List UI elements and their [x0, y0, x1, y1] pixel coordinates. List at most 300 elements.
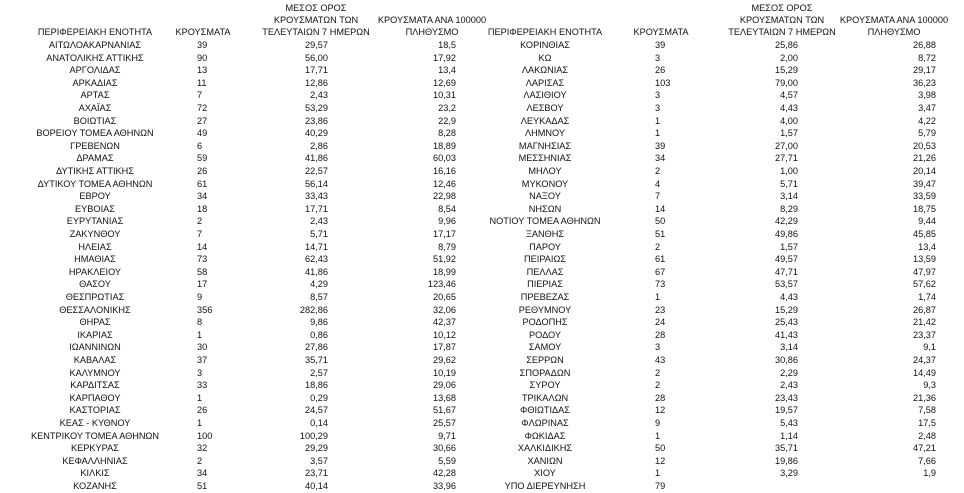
left-cases-value: 6 [197, 140, 203, 151]
right-per100k-value: 23,37 [913, 329, 936, 340]
left-cases-value: 32 [197, 443, 208, 454]
right-per100k-value: 9,3 [923, 380, 936, 391]
right-region-name: ΠΑΡΟΥ [529, 241, 561, 252]
left-per100k-value: 8,28 [438, 128, 456, 139]
left-cases-value: 356 [197, 304, 213, 315]
table-row [0, 467, 964, 480]
right-avg7d-value: 1,57 [780, 128, 798, 139]
left-cases-value: 26 [197, 405, 208, 416]
table-row [0, 430, 964, 443]
left-avg7d-value: 35,71 [305, 355, 328, 365]
table-header [0, 0, 964, 38]
right-region-name: ΛΗΜΝΟΥ [524, 128, 566, 139]
right-avg7d-value: 2,00 [780, 52, 798, 63]
right-region-name: ΚΩ [538, 52, 552, 63]
left-avg7d-value: 29,57 [305, 40, 328, 50]
left-region-name: ΚΙΛΚΙΣ [80, 468, 110, 479]
left-region-name: ΖΑΚΥΝΘΟΥ [69, 229, 121, 239]
left-region-name: ΑΡΓΟΛΙΔΑΣ [69, 65, 121, 76]
left-per100k-value: 22,9 [438, 115, 456, 126]
right-per100k-value: 39,47 [913, 178, 936, 189]
table-row [0, 140, 964, 153]
left-avg7d-value: 282,86 [299, 304, 328, 315]
left-avg7d-value: 2,43 [310, 90, 328, 101]
left-avg7d-value: 22,57 [305, 166, 328, 176]
right-avg7d-value: 3,29 [780, 468, 798, 479]
left-cases-value: 17 [197, 279, 208, 290]
right-avg7d-value: 15,29 [775, 65, 798, 76]
right-avg7d-value: 47,71 [775, 266, 798, 277]
right-region-name: ΛΕΥΚΑΔΑΣ [520, 115, 570, 126]
table-row [0, 392, 964, 405]
right-avg7d-value: 4,43 [780, 103, 798, 113]
right-region-name: ΞΑΝΘΗΣ [525, 229, 565, 239]
left-per100k-value: 42,37 [433, 317, 456, 328]
right-per100k-value: 29,17 [913, 65, 936, 76]
left-per100k-value: 13,4 [438, 65, 456, 76]
left-region-name: ΘΕΣΠΡΩΤΙΑΣ [65, 292, 125, 302]
right-region-name: ΝΑΞΟΥ [529, 191, 561, 202]
table-row [0, 39, 964, 52]
left-per100k-value: 32,06 [433, 304, 456, 315]
left-region-name: ΚΕΦΑΛΛΗΝΙΑΣ [62, 455, 128, 466]
right-region-name: ΦΩΚΙΔΑΣ [524, 430, 566, 441]
left-region-name: ΑΡΚΑΔΙΑΣ [72, 77, 118, 88]
right-region-name: ΛΑΚΩΝΙΑΣ [521, 65, 569, 76]
right-avg7d-value: 49,86 [775, 229, 798, 239]
left-avg7d-value: 18,86 [305, 380, 328, 391]
left-cases-value: 100 [197, 430, 213, 441]
right-avg7d-value: 25,43 [775, 317, 798, 328]
right-per100k-value: 47,21 [913, 443, 936, 454]
left-per100k-value: 51,67 [433, 405, 456, 416]
right-region-name: ΣΠΟΡΑΔΩΝ [519, 367, 571, 378]
left-region-name: ΕΒΡΟΥ [79, 191, 111, 202]
table-row [0, 266, 964, 279]
right-avg7d-value: 53,57 [775, 279, 798, 290]
left-per100k-value: 17,17 [433, 229, 456, 239]
left-per100k-value: 12,69 [433, 77, 456, 88]
left-per100k-value: 22,98 [433, 191, 456, 202]
left-avg7d-value: 12,86 [305, 77, 328, 88]
table-row [0, 165, 964, 178]
table-row [0, 379, 964, 392]
right-region-name: ΥΠΟ ΔΙΕΡΕΥΝΗΣΗ [504, 481, 586, 491]
table-row [0, 404, 964, 417]
right-cases-value: 9 [655, 418, 661, 428]
table-row [0, 455, 964, 468]
right-per100k-value: 33,59 [913, 191, 936, 202]
left-region-name: ΙΚΑΡΙΑΣ [77, 329, 113, 340]
right-region-name: ΠΕΛΛΑΣ [526, 266, 564, 277]
header-avg-left-2: ΚΡΟΥΣΜΑΤΩΝ ΤΩΝ [273, 15, 359, 25]
table-row [0, 241, 964, 254]
right-cases-value: 3 [655, 342, 661, 353]
left-per100k-value: 30,66 [433, 443, 456, 454]
right-avg7d-value: 2,43 [780, 380, 798, 391]
left-avg7d-value: 3,57 [310, 455, 328, 466]
left-cases-value: 2 [197, 216, 203, 227]
right-per100k-value: 5,79 [918, 128, 936, 139]
right-region-name: ΣΑΜΟΥ [528, 342, 562, 353]
table-row [0, 102, 964, 115]
right-avg7d-value: 8,29 [780, 203, 798, 214]
right-avg7d-value: 79,00 [775, 77, 798, 88]
left-cases-value: 7 [197, 229, 203, 239]
right-cases-value: 1 [655, 468, 661, 479]
right-avg7d-value: 2,29 [780, 367, 798, 378]
right-avg7d-value: 4,43 [780, 292, 798, 302]
left-per100k-value: 9,96 [438, 216, 456, 227]
right-region-name: ΣΕΡΡΩΝ [526, 355, 564, 365]
right-avg7d-value: 27,71 [775, 153, 798, 164]
right-per100k-value: 24,37 [913, 355, 936, 365]
left-region-name: ΑΝΑΤΟΛΙΚΗΣ ΑΤΤΙΚΗΣ [46, 52, 144, 63]
right-avg7d-value: 5,43 [780, 418, 798, 428]
table-row [0, 178, 964, 191]
table-row [0, 115, 964, 128]
right-avg7d-value: 1,00 [780, 166, 798, 176]
left-per100k-value: 16,16 [433, 166, 456, 176]
left-cases-value: 49 [197, 128, 208, 139]
left-region-name: ΒΟΡΕΙΟΥ ΤΟΜΕΑ ΑΘΗΝΩΝ [36, 128, 154, 139]
left-avg7d-value: 0,14 [310, 418, 328, 428]
right-avg7d-value: 1,57 [780, 241, 798, 252]
left-avg7d-value: 8,57 [310, 292, 328, 302]
right-per100k-value: 20,14 [913, 166, 936, 176]
left-cases-value: 90 [197, 52, 208, 63]
left-cases-value: 9 [197, 292, 203, 302]
right-cases-value: 28 [655, 329, 666, 340]
left-region-name: ΕΥΡΥΤΑΝΙΑΣ [66, 216, 124, 227]
right-per100k-value: 45,85 [913, 229, 936, 239]
left-cases-value: 1 [197, 392, 203, 403]
right-region-name: ΝΟΤΙΟΥ ΤΟΜΕΑ ΑΘΗΝΩΝ [489, 216, 601, 227]
right-avg7d-value: 19,57 [775, 405, 798, 416]
left-avg7d-value: 29,29 [305, 443, 328, 454]
left-per100k-value: 17,87 [433, 342, 456, 353]
table-row [0, 329, 964, 342]
left-avg7d-value: 41,86 [305, 266, 328, 277]
table-row [0, 480, 964, 493]
right-avg7d-value: 42,29 [775, 216, 798, 227]
right-region-name: ΡΟΔΟΠΗΣ [522, 317, 568, 328]
left-cases-value: 11 [197, 77, 207, 88]
header-region-right: ΠΕΡΙΦΕΡΕΙΑΚΗ ΕΝΟΤΗΤΑ [487, 27, 603, 37]
left-per100k-value: 18,99 [433, 266, 456, 277]
right-region-name: ΣΥΡΟΥ [529, 380, 561, 391]
header-avg-right-2: ΚΡΟΥΣΜΑΤΩΝ ΤΩΝ [739, 15, 825, 25]
table-row [0, 127, 964, 140]
right-region-name: ΜΥΚΟΝΟΥ [521, 178, 569, 189]
left-cases-value: 58 [197, 266, 208, 277]
left-cases-value: 72 [197, 103, 208, 113]
right-per100k-value: 20,53 [913, 140, 936, 151]
left-avg7d-value: 14,71 [305, 241, 328, 252]
left-per100k-value: 12,46 [433, 178, 456, 189]
left-cases-value: 13 [197, 65, 208, 76]
table-row [0, 77, 964, 90]
right-cases-value: 3 [655, 52, 661, 63]
right-per100k-value: 21,36 [913, 392, 936, 403]
right-avg7d-value: 5,71 [780, 178, 798, 189]
right-region-name: ΡΟΔΟΥ [528, 329, 561, 340]
table-row [0, 253, 964, 266]
right-per100k-value: 1,9 [923, 468, 936, 479]
table-body [0, 39, 964, 493]
right-avg7d-value: 41,43 [775, 329, 798, 340]
right-cases-value: 1 [655, 128, 661, 139]
header-region-left: ΠΕΡΙΦΕΡΕΙΑΚΗ ΕΝΟΤΗΤΑ [37, 27, 153, 37]
right-per100k-value: 36,23 [913, 77, 936, 88]
left-avg7d-value: 2,57 [310, 367, 328, 378]
header-per100k-left-2: ΠΛΗΘΥΣΜΟ [405, 27, 459, 37]
right-cases-value: 1 [655, 115, 661, 126]
right-avg7d-value: 15,29 [775, 304, 798, 315]
left-per100k-value: 29,62 [433, 355, 456, 365]
left-per100k-value: 51,92 [433, 254, 456, 265]
left-region-name: ΗΡΑΚΛΕΙΟΥ [68, 266, 122, 277]
left-avg7d-value: 5,71 [310, 229, 328, 239]
table-row [0, 52, 964, 65]
table-row [0, 354, 964, 367]
left-region-name: ΘΗΡΑΣ [79, 317, 111, 328]
left-avg7d-value: 62,43 [305, 254, 328, 265]
left-region-name: ΔΥΤΙΚΟΥ ΤΟΜΕΑ ΑΘΗΝΩΝ [37, 178, 153, 189]
table-row [0, 203, 964, 216]
right-cases-value: 39 [655, 140, 666, 151]
left-region-name: ΚΑΣΤΟΡΙΑΣ [69, 405, 121, 416]
header-cases-right: ΚΡΟΥΣΜΑΤΑ [633, 27, 689, 37]
right-cases-value: 50 [655, 443, 666, 454]
right-per100k-value: 7,66 [918, 455, 936, 466]
table-row [0, 278, 964, 291]
right-cases-value: 2 [655, 166, 661, 176]
left-per100k-value: 20,65 [433, 292, 456, 302]
right-avg7d-value: 3,14 [780, 191, 798, 202]
right-per100k-value: 14,49 [913, 367, 936, 378]
right-region-name: ΜΕΣΣΗΝΙΑΣ [518, 153, 572, 164]
left-cases-value: 51 [197, 481, 208, 491]
right-cases-value: 103 [655, 77, 671, 88]
left-region-name: ΘΕΣΣΑΛΟΝΙΚΗΣ [59, 304, 131, 315]
table-row [0, 215, 964, 228]
right-region-name: ΜΗΛΟΥ [528, 166, 562, 176]
left-cases-value: 34 [197, 191, 208, 202]
left-avg7d-value: 56,14 [305, 178, 328, 189]
left-region-name: ΒΟΙΩΤΙΑΣ [73, 115, 117, 126]
right-per100k-value: 21,26 [913, 153, 936, 164]
right-avg7d-value: 23,43 [775, 392, 798, 403]
left-cases-value: 27 [197, 115, 208, 126]
right-per100k-value: 4,22 [918, 115, 936, 126]
table-row [0, 89, 964, 102]
left-cases-value: 73 [197, 254, 208, 265]
right-region-name: ΧΑΛΚΙΔΙΚΗΣ [517, 443, 573, 454]
left-cases-value: 7 [197, 90, 203, 101]
right-cases-value: 2 [655, 367, 661, 378]
left-avg7d-value: 9,86 [310, 317, 328, 328]
left-per100k-value: 25,57 [433, 418, 456, 428]
right-cases-value: 50 [655, 216, 666, 227]
left-avg7d-value: 17,71 [305, 65, 328, 76]
left-region-name: ΚΑΛΥΜΝΟΥ [69, 367, 121, 378]
left-avg7d-value: 41,86 [305, 153, 328, 164]
left-cases-value: 1 [197, 329, 203, 340]
right-cases-value: 23 [655, 304, 666, 315]
left-avg7d-value: 4,29 [310, 279, 328, 290]
right-per100k-value: 21,42 [913, 317, 936, 328]
left-avg7d-value: 40,29 [305, 128, 328, 139]
right-avg7d-value: 4,00 [780, 115, 798, 126]
right-region-name: ΠΙΕΡΙΑΣ [527, 279, 563, 290]
left-avg7d-value: 27,86 [305, 342, 328, 353]
right-cases-value: 34 [655, 153, 666, 164]
right-avg7d-value: 25,86 [775, 40, 798, 50]
right-region-name: ΦΛΩΡΙΝΑΣ [521, 418, 569, 428]
left-region-name: ΕΥΒΟΙΑΣ [75, 203, 115, 214]
right-region-name: ΚΟΡΙΝΘΙΑΣ [520, 40, 570, 50]
right-region-name: ΜΑΓΝΗΣΙΑΣ [518, 140, 572, 151]
right-region-name: ΤΡΙΚΑΛΩΝ [521, 392, 569, 403]
left-avg7d-value: 100,29 [299, 430, 328, 441]
left-avg7d-value: 53,29 [305, 103, 328, 113]
left-cases-value: 39 [197, 40, 208, 50]
right-per100k-value: 1,74 [918, 292, 936, 302]
left-per100k-value: 10,19 [433, 367, 456, 378]
right-avg7d-value: 49,57 [775, 254, 798, 265]
left-region-name: ΓΡΕΒΕΝΩΝ [70, 140, 120, 151]
left-avg7d-value: 24,57 [305, 405, 328, 416]
right-per100k-value: 47,97 [913, 266, 936, 277]
left-avg7d-value: 23,71 [305, 468, 328, 479]
left-per100k-value: 18,5 [438, 40, 456, 50]
header-avg-left-1: ΜΕΣΟΣ ΟΡΟΣ [285, 3, 347, 13]
right-region-name: ΧΙΟΥ [534, 468, 556, 479]
right-region-name: ΠΕΙΡΑΙΩΣ [524, 254, 566, 265]
header-per100k-right-2: ΠΛΗΘΥΣΜΟ [867, 27, 921, 37]
right-avg7d-value: 4,57 [780, 90, 798, 101]
table-row [0, 341, 964, 354]
right-cases-value: 7 [655, 191, 661, 202]
left-region-name: ΗΛΕΙΑΣ [78, 241, 112, 252]
right-cases-value: 12 [655, 455, 666, 466]
right-region-name: ΛΑΣΙΘΙΟΥ [523, 90, 567, 101]
left-region-name: ΔΡΑΜΑΣ [76, 153, 114, 164]
left-avg7d-value: 0,29 [310, 392, 328, 403]
right-region-name: ΛΑΡΙΣΑΣ [525, 77, 565, 88]
header-avg-left-3: ΤΕΛΕΥΤΑΙΩΝ 7 ΗΜΕΡΩΝ [262, 27, 370, 37]
left-cases-value: 34 [197, 468, 208, 479]
left-cases-value: 30 [197, 342, 208, 353]
right-cases-value: 1 [655, 292, 661, 302]
left-avg7d-value: 2,43 [310, 216, 328, 227]
right-avg7d-value: 27,00 [775, 140, 798, 151]
left-per100k-value: 123,46 [427, 279, 456, 290]
left-per100k-value: 10,12 [433, 329, 456, 340]
left-per100k-value: 9,71 [438, 430, 456, 441]
right-per100k-value: 3,98 [918, 90, 936, 101]
table-row [0, 64, 964, 77]
right-cases-value: 73 [655, 279, 666, 290]
left-cases-value: 1 [197, 418, 203, 428]
left-cases-value: 8 [197, 317, 203, 328]
left-per100k-value: 29,06 [433, 380, 456, 391]
right-region-name: ΝΗΣΩΝ [528, 203, 562, 214]
left-avg7d-value: 40,14 [305, 481, 328, 491]
right-per100k-value: 9,44 [918, 216, 936, 227]
left-region-name: ΚΑΡΔΙΤΣΑΣ [70, 380, 120, 391]
header-cases-left: ΚΡΟΥΣΜΑΤΑ [175, 27, 231, 37]
left-avg7d-value: 17,71 [305, 203, 328, 214]
table-row [0, 304, 964, 317]
right-cases-value: 2 [655, 380, 661, 391]
right-avg7d-value: 1,14 [780, 430, 798, 441]
left-cases-value: 3 [197, 367, 203, 378]
left-avg7d-value: 56,00 [305, 52, 328, 63]
left-region-name: ΚΑΒΑΛΑΣ [73, 355, 117, 365]
right-region-name: ΧΑΝΙΩΝ [527, 455, 563, 466]
right-cases-value: 26 [655, 65, 666, 76]
right-region-name: ΠΡΕΒΕΖΑΣ [520, 292, 570, 302]
right-cases-value: 24 [655, 317, 666, 328]
left-avg7d-value: 33,43 [305, 191, 328, 202]
right-per100k-value: 26,87 [913, 304, 936, 315]
right-per100k-value: 57,62 [913, 279, 936, 290]
left-region-name: ΚΕΝΤΡΙΚΟΥ ΤΟΜΕΑ ΑΘΗΝΩΝ [30, 430, 160, 441]
right-cases-value: 79 [655, 481, 666, 491]
right-per100k-value: 9,1 [923, 342, 936, 353]
left-region-name: ΚΕΡΚΥΡΑΣ [71, 443, 119, 454]
left-per100k-value: 18,89 [433, 140, 456, 151]
right-avg7d-value: 35,71 [775, 443, 798, 454]
header-per100k-right-1: ΚΡΟΥΣΜΑΤΑ ΑΝΑ 100000 [839, 15, 949, 25]
right-avg7d-value: 3,14 [780, 342, 798, 353]
left-cases-value: 18 [197, 203, 208, 214]
left-cases-value: 2 [197, 455, 203, 466]
right-region-name: ΦΘΙΩΤΙΔΑΣ [519, 405, 570, 416]
left-region-name: ΙΩΑΝΝΙΝΩΝ [69, 342, 121, 353]
left-per100k-value: 60,03 [433, 153, 456, 164]
left-per100k-value: 33,96 [433, 481, 456, 491]
right-cases-value: 1 [655, 430, 661, 441]
left-cases-value: 37 [197, 355, 208, 365]
right-per100k-value: 2,48 [918, 430, 936, 441]
right-cases-value: 12 [655, 405, 666, 416]
left-per100k-value: 17,92 [433, 52, 456, 63]
right-cases-value: 61 [655, 254, 666, 265]
right-cases-value: 3 [655, 103, 661, 113]
left-cases-value: 59 [197, 153, 208, 164]
right-per100k-value: 26,88 [913, 40, 936, 50]
left-region-name: ΑΧΑΪΑΣ [78, 103, 112, 113]
right-per100k-value: 8,72 [918, 52, 936, 63]
left-per100k-value: 13,68 [433, 392, 456, 403]
left-per100k-value: 5,59 [438, 455, 456, 466]
left-per100k-value: 23,2 [438, 103, 456, 113]
table-row [0, 152, 964, 165]
right-per100k-value: 3,47 [918, 103, 936, 113]
table-row [0, 417, 964, 430]
right-avg7d-value: 19,86 [775, 455, 798, 466]
table-row [0, 190, 964, 203]
right-avg7d-value: 30,86 [775, 355, 798, 365]
right-cases-value: 2 [655, 241, 661, 252]
left-cases-value: 33 [197, 380, 208, 391]
left-cases-value: 61 [197, 178, 208, 189]
left-region-name: ΔΥΤΙΚΗΣ ΑΤΤΙΚΗΣ [56, 166, 134, 176]
table-row [0, 442, 964, 455]
